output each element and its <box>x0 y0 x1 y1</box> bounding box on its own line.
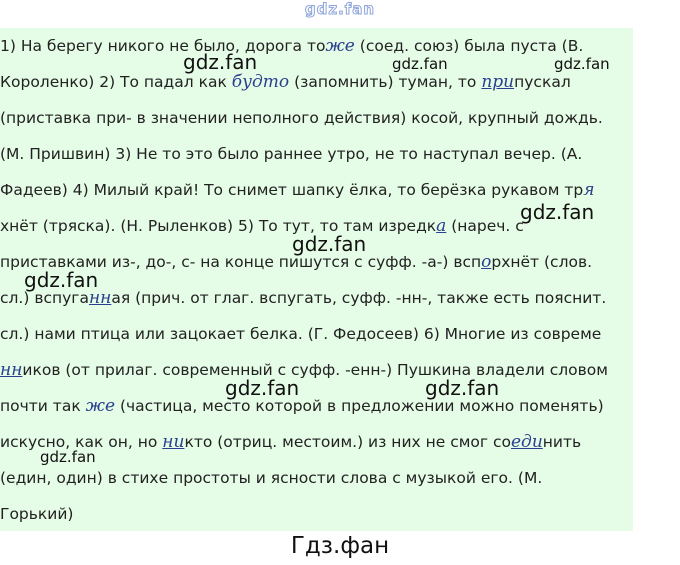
text-line: нников (от прилаг. современный с суфф. -енн-) Пушкина владели словом <box>0 360 608 380</box>
text-line: (М. Пришвин) 3) Не то это было раннее утро, не то наступал вечер. (А. <box>0 145 583 163</box>
handwritten-insert: будто <box>231 72 290 92</box>
text-line: Короленко) 2) То падал как будто (запомнить) туман, то припускал <box>0 72 571 92</box>
watermark: gdz.fan <box>425 376 500 400</box>
watermark: gdz.fan <box>40 448 96 466</box>
text-line: сл.) вспуганная (прич. от глаг. вспугать, суфф. -нн-, также есть пояснит. <box>0 288 607 308</box>
text-line: Фадеев) 4) Милый край! То снимет шапку ёлка, то берёзка рукавом тря <box>0 180 595 200</box>
handwritten-insert: о <box>481 252 492 272</box>
handwritten-insert: же <box>325 36 355 56</box>
text-line: (един, один) в стихе простоты и ясности слова с музыкой его. (М. <box>0 469 543 487</box>
text-line: почти так же (частица, место которой в предложении можно поменять) <box>0 396 604 416</box>
handwritten-insert: я <box>583 180 595 200</box>
handwritten-insert: же <box>85 396 116 416</box>
watermark: gdz.fan <box>554 55 610 73</box>
watermark: gdz.fan <box>225 376 300 400</box>
watermark: gdz.fan <box>292 232 367 256</box>
watermark: gdz.fan <box>24 268 99 292</box>
site-logo[interactable]: gdz.fan <box>304 0 376 18</box>
handwritten-insert: ни <box>162 432 185 452</box>
footer-site-name: Гдз.фан <box>290 533 390 559</box>
text-line: сл.) нами птица или зацокает белка. (Г. Федосеев) 6) Многие из совреме <box>0 325 602 343</box>
text-line: хнёт (тряска). (Н. Рыленков) 5) То тут, то там изредка (нареч. с <box>0 216 524 236</box>
text-line: искусно, как он, но никто (отриц. местоим.) из них не смог соединить <box>0 432 582 452</box>
watermark: gdz.fan <box>183 50 258 74</box>
handwritten-insert: а <box>436 216 447 236</box>
watermark: gdz.fan <box>392 55 448 73</box>
text-line: 1) На берегу никого не было, дорога тоже (соед. союз) была пуста (В. <box>0 36 584 56</box>
text-line: приставками из-, до-, с- на конце пишутся с суфф. -а-) вспорхнёт (слов. <box>0 252 593 272</box>
text-line: (приставка при- в значении неполного действия) косой, крупный дождь. <box>0 109 603 127</box>
handwritten-insert: нн <box>88 288 112 308</box>
watermark: gdz.fan <box>520 200 595 224</box>
handwritten-insert: еди <box>510 432 543 452</box>
text-line: Горький) <box>0 505 74 523</box>
handwritten-insert: нн <box>0 360 23 380</box>
handwritten-insert: при <box>481 72 515 92</box>
